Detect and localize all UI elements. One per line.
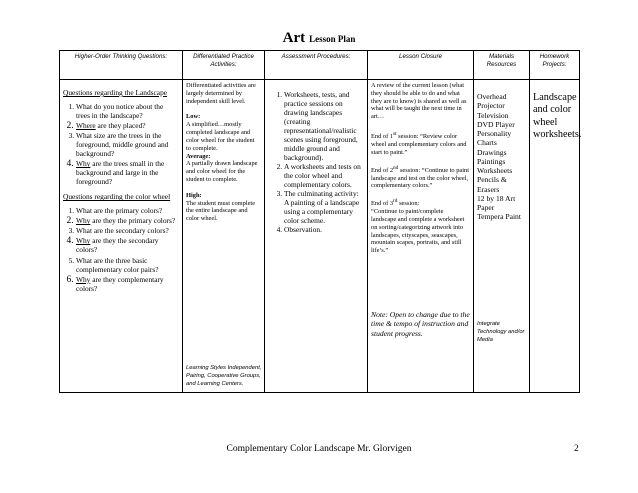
list-item: Charts xyxy=(477,138,497,148)
closure-session-2: End of 2nd session: “Continue to paint landscape and test on the color wheel, complementary colors.” xyxy=(371,164,469,190)
high-label: High: xyxy=(186,191,202,199)
list-item: Personality xyxy=(477,129,512,138)
list-item: Pencils & xyxy=(477,175,507,185)
title-main: Art xyxy=(282,30,306,46)
questions-cell xyxy=(60,80,183,393)
list-item: Worksheets xyxy=(477,166,513,175)
list-item: 5. What are the three basic complementary color pairs? xyxy=(76,256,179,274)
materials-list xyxy=(477,92,526,222)
page-title xyxy=(0,29,638,47)
content-row xyxy=(60,80,580,393)
integrate-technology: Integrate Technology and/or Media xyxy=(477,321,525,344)
closure-session-3: End of 3rd session: xyxy=(371,198,420,208)
list-item: 4. Why are the trees small in the background and large in the foreground? xyxy=(76,159,179,186)
list-item: 3. The culminating activity: A painting of a landscape using a complementary color scheme. xyxy=(284,189,364,225)
homework-cell: Landscape and color wheel worksheets. xyxy=(530,80,580,393)
average-label: Average: xyxy=(186,152,211,160)
list-item: 6. Why are they complementary colors? xyxy=(76,275,179,293)
list-item: Overhead Projector xyxy=(477,92,507,111)
list-item: Tempera Paint xyxy=(477,212,521,222)
closure-note: Note: Open to change due to the time & tempo of instruction and student progress. xyxy=(371,310,470,338)
materials-cell xyxy=(474,80,530,393)
low-text: A simplified…mostly completed landscape and color wheel for the student to complete. xyxy=(186,121,255,152)
header-differentiated: Differentiated Practice Activities: xyxy=(183,51,265,80)
learning-styles: Learning Styles Independent, Pairing, Cooperative Groups, and Learning Centers. xyxy=(186,364,262,387)
low-label: Low: xyxy=(186,113,201,121)
differentiated-cell xyxy=(183,80,265,393)
list-item: 1. Worksheets, tests, and practice sessions on drawing landscapes (creating representational/realistic scenes using foreground, middle ground and background). xyxy=(284,90,364,162)
list-item: 4. Observation. xyxy=(284,225,364,234)
list-item: DVD Player xyxy=(477,119,515,129)
list-item: 2. Why are they the primary colors? xyxy=(76,216,179,225)
list-item: Television xyxy=(477,110,509,120)
list-item: 1. What do you notice about the trees in the landscape? xyxy=(76,102,179,120)
questions-heading-color-wheel: Questions regarding the color wheel xyxy=(63,192,171,202)
lesson-plan-table xyxy=(59,50,580,393)
landscape-question-list xyxy=(63,102,179,186)
list-item: Drawings xyxy=(477,147,507,157)
footer-text: Complementary Color Landscape Mr. Glorvigen xyxy=(226,444,412,454)
closure-session-1: End of 1st session: “Review color wheel and complementary colors and start to paint.” xyxy=(371,131,467,156)
page-number: 2 xyxy=(574,444,579,454)
questions-heading-landscape: Questions regarding the Landscape xyxy=(63,88,168,97)
header-closure: Lesson Closure xyxy=(368,51,474,80)
header-assessment: Assessment Procedures: xyxy=(265,51,368,80)
closure-review: A review of the current lesson (what they should be able to do and what they are to know) is shared as well as what will be taught the next time in art… xyxy=(371,82,467,121)
color-wheel-question-list xyxy=(63,206,179,292)
high-text: The student must complete the entire landscape and color wheel. xyxy=(186,199,256,223)
header-questions: Higher-Order Thinking Questions: xyxy=(60,51,183,80)
list-item: 2. Where are they placed? xyxy=(76,121,179,130)
average-text: A partially drawn landscape and color wheel for the student to complete. xyxy=(186,160,258,183)
list-item: Erasers xyxy=(477,184,500,194)
closure-session-3-text: “Continue to paint/complete landscape and complete a worksheet on sorting/categorizing artwork into landscapes, cityscapes, seascapes, mountain scapes, portraits, and still life’s.” xyxy=(371,208,465,255)
header-materials: Materials Resources xyxy=(474,51,530,80)
closure-cell xyxy=(368,80,474,393)
header-row xyxy=(60,51,580,80)
differentiated-intro: Differentiated activities are largely determined by independent skill level. xyxy=(186,82,256,105)
list-item: 3. What size are the trees in the foreground, middle ground and background? xyxy=(76,131,179,158)
assessment-list xyxy=(268,90,364,235)
list-item: 2. A worksheets and tests on the color wheel and complementary colors. xyxy=(284,162,364,189)
assessment-cell xyxy=(265,80,368,393)
list-item: 3. What are the secondary colors? xyxy=(76,226,179,235)
list-item: 12 by 18 Art Paper xyxy=(477,193,516,212)
list-item: Paintings xyxy=(477,156,506,166)
title-sub: Lesson Plan xyxy=(309,34,356,44)
list-item: 4. Why are they the secondary colors? xyxy=(76,236,179,254)
header-homework: Homework Projects: xyxy=(530,51,580,80)
list-item: 1. What are the primary colors? xyxy=(76,206,179,215)
